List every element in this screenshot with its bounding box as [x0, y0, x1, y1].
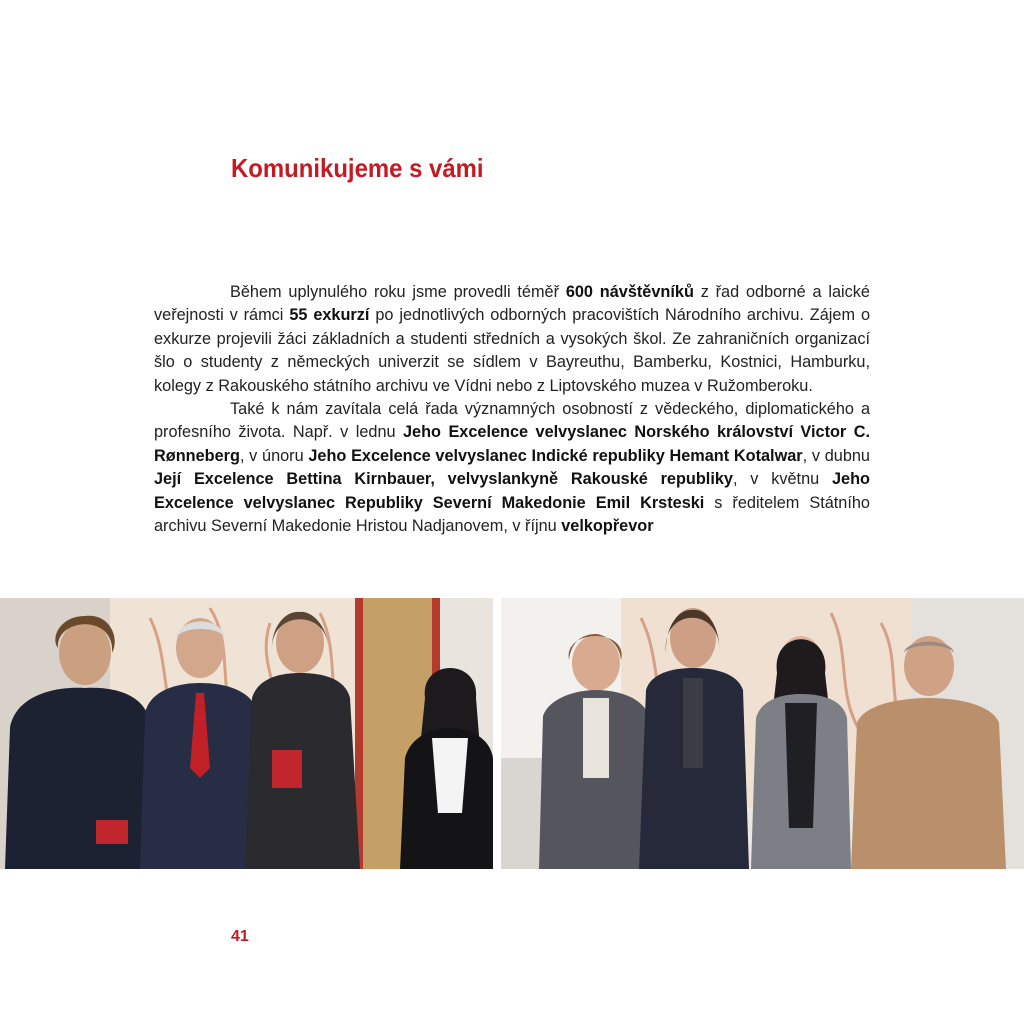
emphasis-text: 600 návštěvníků — [565, 283, 694, 301]
paragraph-guests — [154, 398, 870, 538]
emphasis-text: Její Excelence Bettina Kirnbauer, velvyslankyně Rakouské republiky — [154, 470, 733, 489]
emphasis-text: Jeho Excelence velvyslanec Republiky Severní Makedonie Emil Krsteski — [154, 470, 870, 512]
photo-delegation-image — [501, 598, 1024, 869]
photo-visit-award — [0, 598, 493, 869]
text-run: , v únoru — [239, 446, 309, 465]
emphasis-text: Jeho Excelence velvyslanec Indické republiky Hemant Kotalwar — [308, 446, 803, 465]
emphasis-text: velkopřevor — [561, 517, 654, 536]
photo-delegation — [501, 598, 1024, 869]
text-run: s ředitelem Státního archivu Severní Makedonie Hristou Nadjanovem, v říjnu — [154, 493, 870, 536]
text-run: Také k nám zavítala celá řada významných osobností z vědeckého, diplomatického a profesního života. Např. v lednu — [154, 400, 870, 442]
text-run: Během uplynulého roku jsme provedli téměř — [230, 283, 566, 301]
photo-visit-award-image — [0, 598, 493, 869]
text-run: , v dubnu — [802, 446, 870, 465]
page-title: Komunikujeme s vámi — [231, 153, 484, 183]
paragraph-visitors — [154, 281, 870, 398]
text-run: po jednotlivých odborných pracovištích Národního archivu. Zájem o exkurze projevili žáci základních a studenti středních a vysokých škol. Ze zahraničních organizací šlo o studenty z německých univerzit se sídlem v Bayreuthu, Bamberku, Kostnici, Hamburku, kolegy z Rakouského státního archivu ve Vídni nebo z Liptovského muzea v Ružomberoku. — [154, 306, 870, 395]
emphasis-text: 55 exkurzí — [289, 306, 370, 325]
text-run: z řad odborné a laické veřejnosti v rámci — [154, 283, 870, 325]
emphasis-text: Jeho Excelence velvyslanec Norského království Victor C. Rønneberg — [154, 423, 870, 465]
article-body — [154, 281, 870, 538]
text-run: , v květnu — [732, 470, 832, 489]
page-number: 41 — [231, 928, 249, 945]
